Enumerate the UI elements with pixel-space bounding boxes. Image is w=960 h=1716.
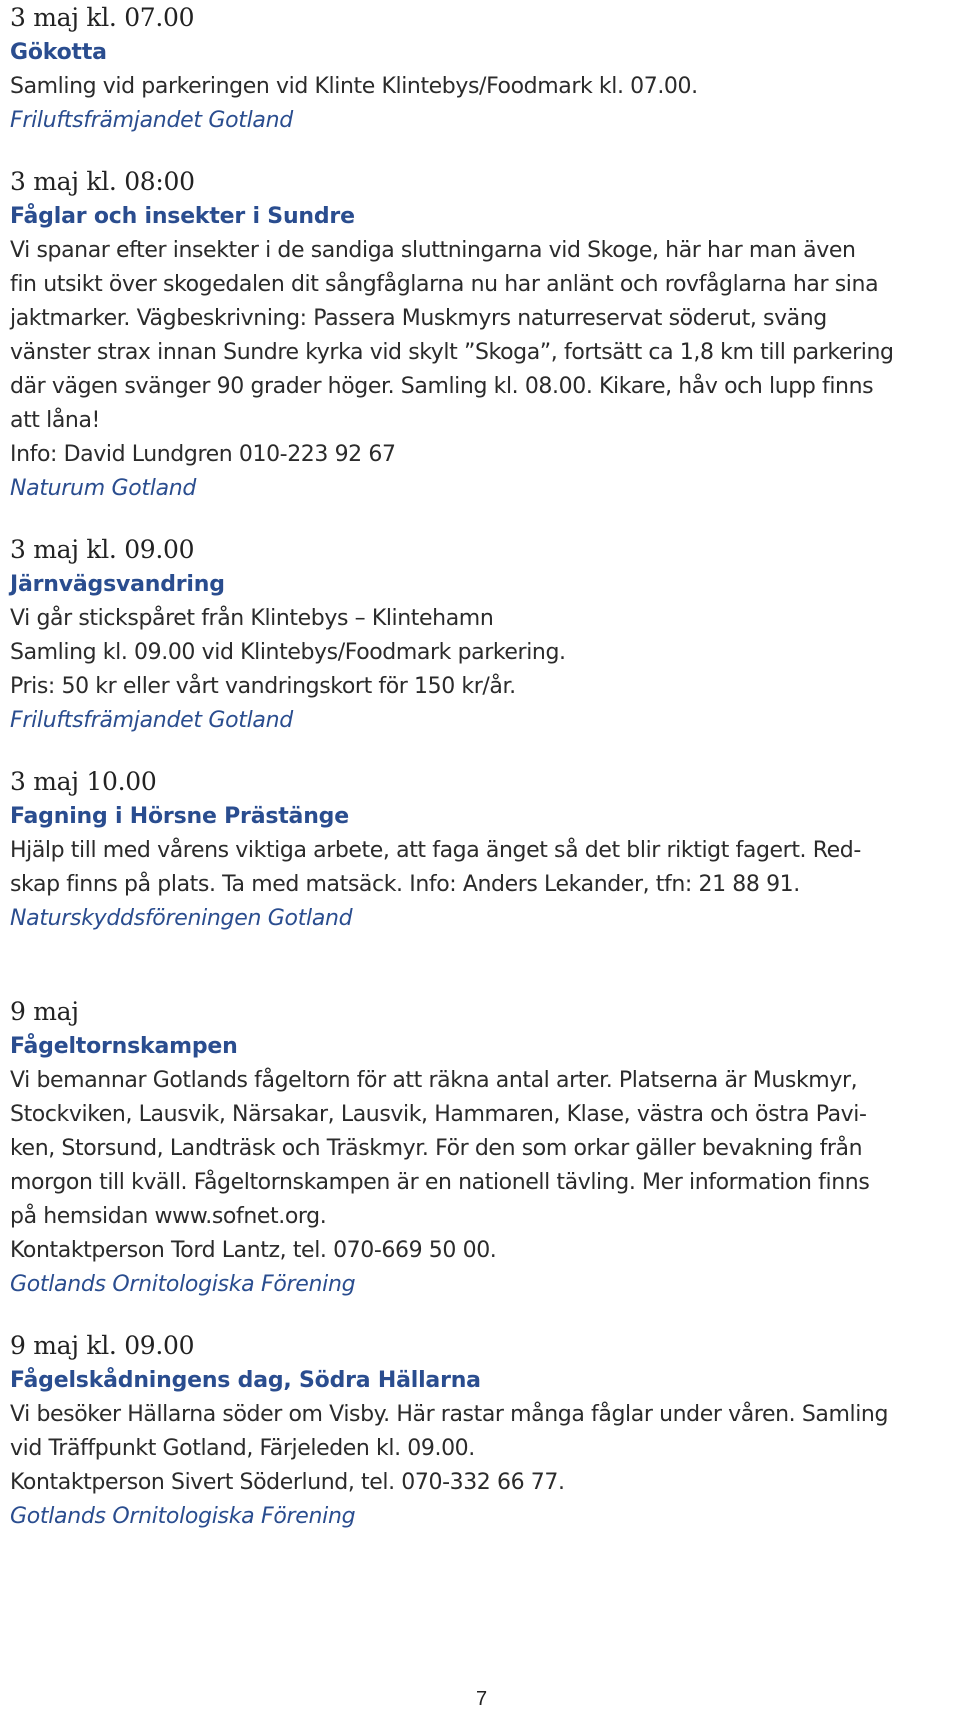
description-line: att låna! [10,408,100,433]
description-line: fin utsikt över skogedalen dit sångfåglarna nu har anlänt och rovfåglarna har sina [10,272,879,297]
description-line: Vi spanar efter insekter i de sandiga sluttningarna vid Skoge, här har man även [10,238,856,263]
event-description [10,1398,950,1500]
event-title: Fågeltornskampen [10,1034,238,1059]
page-number: 7 [476,1688,488,1710]
event-faglar-insekter [10,164,950,506]
description-line: Samling kl. 09.00 vid Klintebys/Foodmark parkering. [10,640,566,665]
event-date: 3 maj kl. 08:00 [10,167,195,196]
description-line: Samling vid parkeringen vid Klinte Klintebys/Foodmark kl. 07.00. [10,74,698,99]
description-line: Kontaktperson Tord Lantz, tel. 070-669 50 00. [10,1238,497,1263]
description-line: vänster strax innan Sundre kyrka vid skylt ”Skoga”, fortsätt ca 1,8 km till parkering [10,340,894,365]
event-organizer: Naturskyddsföreningen Gotland [10,906,353,931]
description-line: där vägen svänger 90 grader höger. Samling kl. 08.00. Kikare, håv och lupp finns [10,374,874,399]
event-fagelskadningens-dag [10,1328,950,1534]
description-line: Hjälp till med vårens viktiga arbete, att faga änget så det blir riktigt fagert. Red- [10,838,861,863]
event-gokotta [10,0,950,138]
event-list [10,0,950,1534]
description-line: Vi bemannar Gotlands fågeltorn för att räkna antal arter. Platserna är Muskmyr, [10,1068,858,1093]
event-description [10,602,950,704]
event-organizer: Gotlands Ornitologiska Förening [10,1272,356,1297]
description-line: Pris: 50 kr eller vårt vandringskort för 150 kr/år. [10,674,516,699]
event-fagning [10,764,950,936]
event-date: 3 maj 10.00 [10,767,157,796]
description-line: Vi går stickspåret från Klintebys – Klintehamn [10,606,494,631]
event-jarnvagsvandring [10,532,950,738]
event-date: 3 maj kl. 07.00 [10,3,195,32]
event-organizer: Naturum Gotland [10,476,197,501]
event-fageltornskampen [10,994,950,1302]
description-line: på hemsidan www.sofnet.org. [10,1204,327,1229]
event-title: Järnvägsvandring [10,572,225,597]
event-title: Fågelskådningens dag, Södra Hällarna [10,1368,481,1393]
event-date: 9 maj kl. 09.00 [10,1331,195,1360]
description-line: morgon till kväll. Fågeltornskampen är en nationell tävling. Mer information finns [10,1170,870,1195]
event-title: Gökotta [10,40,107,65]
description-line: ken, Storsund, Landträsk och Träskmyr. För den som orkar gäller bevakning från [10,1136,863,1161]
event-organizer: Gotlands Ornitologiska Förening [10,1504,356,1529]
event-organizer: Friluftsfrämjandet Gotland [10,708,293,733]
description-line: Kontaktperson Sivert Söderlund, tel. 070-332 66 77. [10,1470,565,1495]
event-description [10,834,950,902]
description-line: jaktmarker. Vägbeskrivning: Passera Muskmyrs naturreservat söderut, sväng [10,306,827,331]
event-description [10,234,950,472]
description-line: skap finns på plats. Ta med matsäck. Info: Anders Lekander, tfn: 21 88 91. [10,872,800,897]
event-title: Fagning i Hörsne Prästänge [10,804,349,829]
event-description [10,70,950,104]
description-line: Stockviken, Lausvik, Närsakar, Lausvik, Hammaren, Klase, västra och östra Pavi- [10,1102,867,1127]
description-line: Info: David Lundgren 010-223 92 67 [10,442,396,467]
event-date: 9 maj [10,997,79,1026]
event-date: 3 maj kl. 09.00 [10,535,195,564]
event-title: Fåglar och insekter i Sundre [10,204,355,229]
description-line: Vi besöker Hällarna söder om Visby. Här rastar många fåglar under våren. Samling [10,1402,889,1427]
description-line: vid Träffpunkt Gotland, Färjeleden kl. 09.00. [10,1436,475,1461]
event-description [10,1064,950,1268]
event-organizer: Friluftsfrämjandet Gotland [10,108,293,133]
